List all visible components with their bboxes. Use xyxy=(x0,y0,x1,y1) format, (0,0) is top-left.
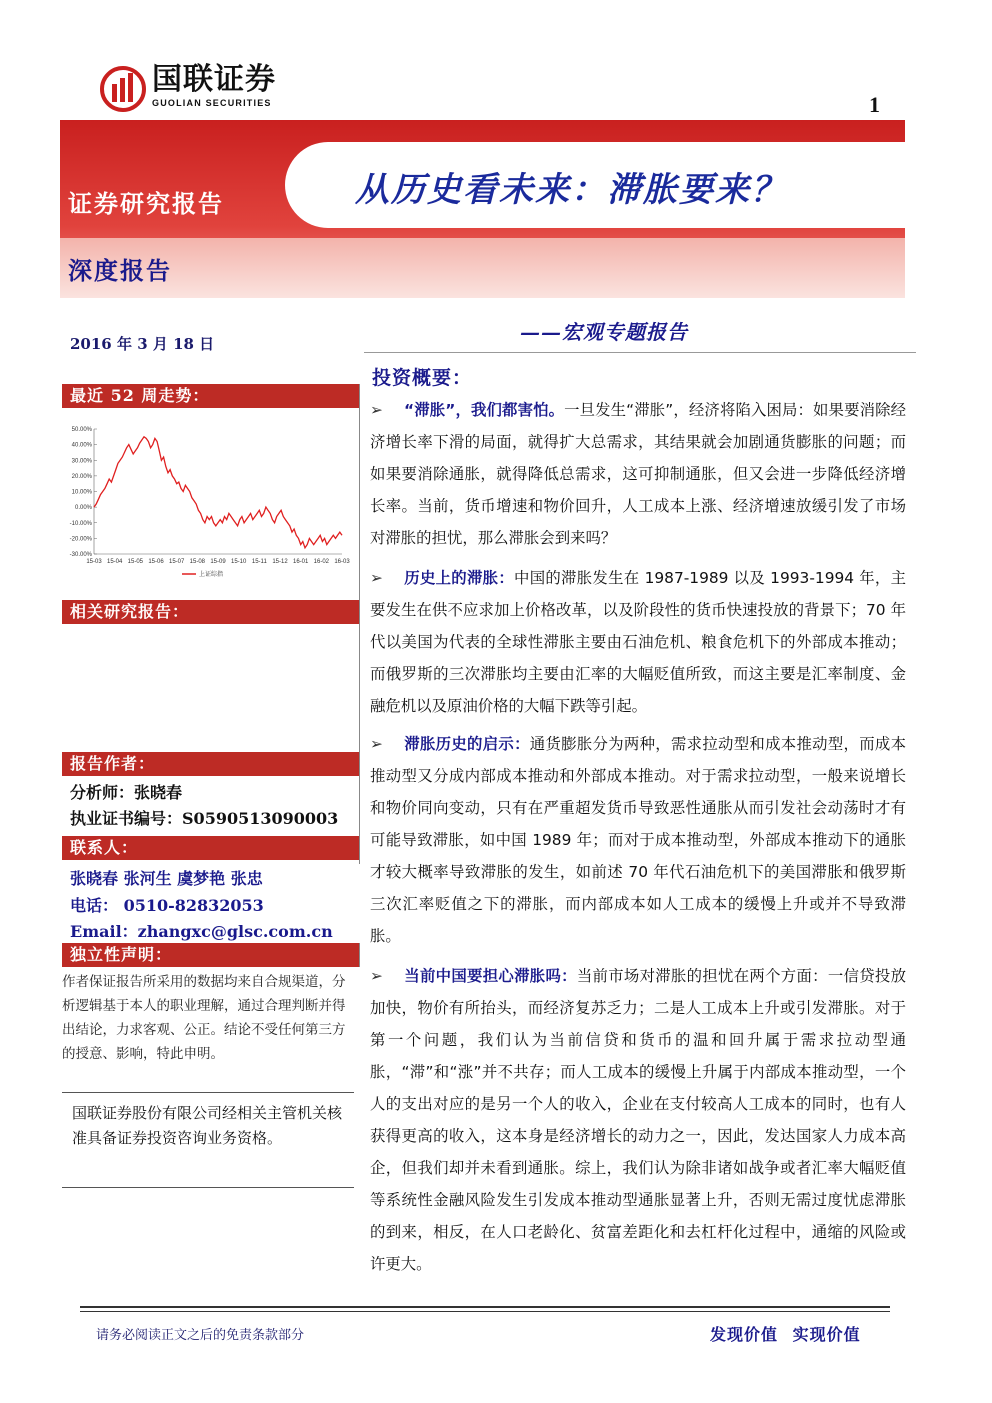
arrow-bullet-icon: ➢ xyxy=(370,401,383,419)
contact-email[interactable]: Email：zhangxc@glsc.com.cn xyxy=(70,922,333,941)
report-depth: 深度报告 xyxy=(68,256,172,285)
trend-chart xyxy=(62,407,359,597)
related-heading: 相关研究报告： xyxy=(62,600,359,624)
x-tick-label: 15-10 xyxy=(230,559,247,565)
x-tick-label: 16-03 xyxy=(334,559,350,565)
legend-label: 上证综指 xyxy=(199,572,224,578)
summary-lead: “滞胀”，我们都害怕。 xyxy=(404,401,565,419)
x-tick-label: 15-09 xyxy=(210,559,226,565)
summary-text: 一旦发生“滞胀”，经济将陷入困局：如果要消除经济增长率下滑的局面，就得扩大总需求，其结果就会加剧通货膨胀的问题；而如果要消除通胀，就得降低总需求，这可抑制通胀，但又会进一步降低经济增长率。当前，货币增速和物价回升，人工成本上涨、经济增速放缓引发了市场对滞胀的担忧，那么滞胀会到来吗？ xyxy=(370,401,907,547)
y-tick-label: 50.00% xyxy=(71,427,92,433)
logo-mark-icon xyxy=(100,66,146,112)
y-tick-label: 20.00% xyxy=(71,473,92,480)
footer-rule xyxy=(80,1311,890,1312)
banner-lower-band xyxy=(60,238,905,298)
subtitle-rule xyxy=(364,352,916,353)
summary-heading: 投资概要： xyxy=(372,367,473,389)
page-number: 1 xyxy=(869,92,880,117)
x-tick-label: 15-05 xyxy=(127,559,144,565)
analyst-name: 分析师：张晓春 xyxy=(70,783,183,802)
summary-text: 当前市场对滞胀的担忧在两个方面：一信贷投放加快，物价有所抬头，而经济复苏乏力；二是人工成本上升或引发滞胀。对于第一个问题，我们认为当前信贷和货币的温和回升属于需求拉动型通胀，“滞”和“涨”并不共存；而人工成本的缓慢上升属于内部成本推动型，一个人的支出对应的是另一个人的收入，企业在支付较高人工成本的同时，也有人获得更高的收入，这本身是经济增长的动力之一，因此，发达国家人力成本高企，但我们却并未看到通胀。综上，我们认为除非诸如战争或者汇率大幅贬值等系统性金融风险发生引发成本推动型通胀显著上升，否则无需过度忧虑滞胀的到来，相反，在人口老龄化、贫富差距化和去杠杆化过程中，通缩的风险或许更大。 xyxy=(370,967,906,1273)
y-tick-label: 30.00% xyxy=(71,458,92,465)
y-tick-label: 40.00% xyxy=(71,442,92,449)
x-tick-label: 16-02 xyxy=(313,559,330,565)
title-banner xyxy=(60,120,905,298)
y-tick-label: 10.00% xyxy=(71,489,92,496)
report-subtitle: ——宏观专题报告 xyxy=(520,320,688,344)
y-tick-label: 0.00% xyxy=(74,505,92,512)
summary-lead: 历史上的滞胀： xyxy=(404,569,515,587)
report-type: 证券研究报告 xyxy=(68,189,224,218)
arrow-bullet-icon: ➢ xyxy=(370,735,383,753)
logo-text: 国联证券 xyxy=(152,62,276,97)
approval-text: 国联证券股份有限公司经相关主管机关核准具备证券投资咨询业务资格。 xyxy=(72,1104,343,1147)
trend-chart-svg xyxy=(62,407,359,597)
x-tick-label: 15-07 xyxy=(168,559,185,565)
summary-lead: 滞胀历史的启示： xyxy=(404,735,530,753)
author-heading: 报告作者： xyxy=(62,752,359,776)
x-tick-label: 15-06 xyxy=(148,559,164,565)
summary-text: 通货膨胀分为两种，需求拉动型和成本推动型，而成本推动型又分成内部成本推动和外部成本推动。对于需求拉动型，一般来说增长和物价同向变动，只有在严重超发货币导致恶性通胀从而引发社会动荡时才有可能导致滞胀，如中国 1989 年；而对于成本推动型，外部成本推动下的通胀才较大概率导致滞胀的发生，如前述 70 年代石油危机下的美国滞胀和俄罗斯三次汇率贬值之下的滞胀，而内部成本如人工成本的缓慢上升或并不导致滞胀。 xyxy=(370,735,906,945)
footer-rule xyxy=(80,1306,890,1308)
x-tick-label: 15-12 xyxy=(272,559,288,565)
x-tick-label: 15-04 xyxy=(106,559,123,565)
y-tick-label: -30.00% xyxy=(69,552,92,558)
independence-text: 作者保证报告所采用的数据均来自合规渠道，分析逻辑基于本人的职业理解，通过合理判断并得出结论，力求客观、公正。结论不受任何第三方的授意、影响，特此申明。 xyxy=(62,974,346,1062)
company-logo xyxy=(100,62,295,112)
x-tick-label: 15-11 xyxy=(251,559,267,565)
report-date: 2016 年 3 月 18 日 xyxy=(70,335,215,353)
contact-phone: 电话： 0510-82832053 xyxy=(70,896,264,915)
series-line xyxy=(94,437,342,548)
x-tick-label: 16-01 xyxy=(292,559,309,565)
report-title: 从历史看未来：滞胀要来？ xyxy=(355,170,787,210)
summary-item xyxy=(370,562,906,722)
summary-item xyxy=(370,394,906,554)
footer-slogan: 发现价值 实现价值 xyxy=(710,1325,861,1344)
sidebar-divider xyxy=(359,943,360,967)
summary-lead: 当前中国要担心滞胀吗： xyxy=(404,967,577,985)
summary-item xyxy=(370,960,906,1280)
y-tick-label: -10.00% xyxy=(69,520,92,527)
summary-item xyxy=(370,728,906,952)
y-tick-label: -20.00% xyxy=(69,536,92,543)
independence-heading: 独立性声明： xyxy=(62,943,359,967)
arrow-bullet-icon: ➢ xyxy=(370,967,383,985)
footer-disclaimer: 请务必阅读正文之后的免责条款部分 xyxy=(96,1328,305,1343)
summary-text: 中国的滞胀发生在 1987-1989 以及 1993-1994 年，主要发生在供不应求加上价格改革，以及阶段性的货币快速投放的背景下；70 年代以美国为代表的全球性滞胀主要由石油危机、粮食危机下的外部成本推动；而俄罗斯的三次滞胀均主要由汇率的大幅贬值所致，而这主要是汇率制度、金融危机以及原油价格的大幅下跌等引起。 xyxy=(370,569,906,715)
arrow-bullet-icon: ➢ xyxy=(370,569,383,587)
approval-box xyxy=(62,1092,354,1188)
x-tick-label: 15-08 xyxy=(189,559,206,565)
sidebar-divider xyxy=(359,384,360,864)
x-tick-label: 15-03 xyxy=(86,559,102,565)
cert-number: 执业证书编号：S0590513090003 xyxy=(70,809,339,828)
contact-heading: 联系人： xyxy=(62,836,359,860)
contact-names: 张晓春 张河生 虞梦艳 张忠 xyxy=(70,869,263,888)
logo-subtext: GUOLIAN SECURITIES xyxy=(152,98,272,108)
trend-heading: 最近 52 周走势： xyxy=(62,384,359,408)
title-box xyxy=(285,142,905,228)
